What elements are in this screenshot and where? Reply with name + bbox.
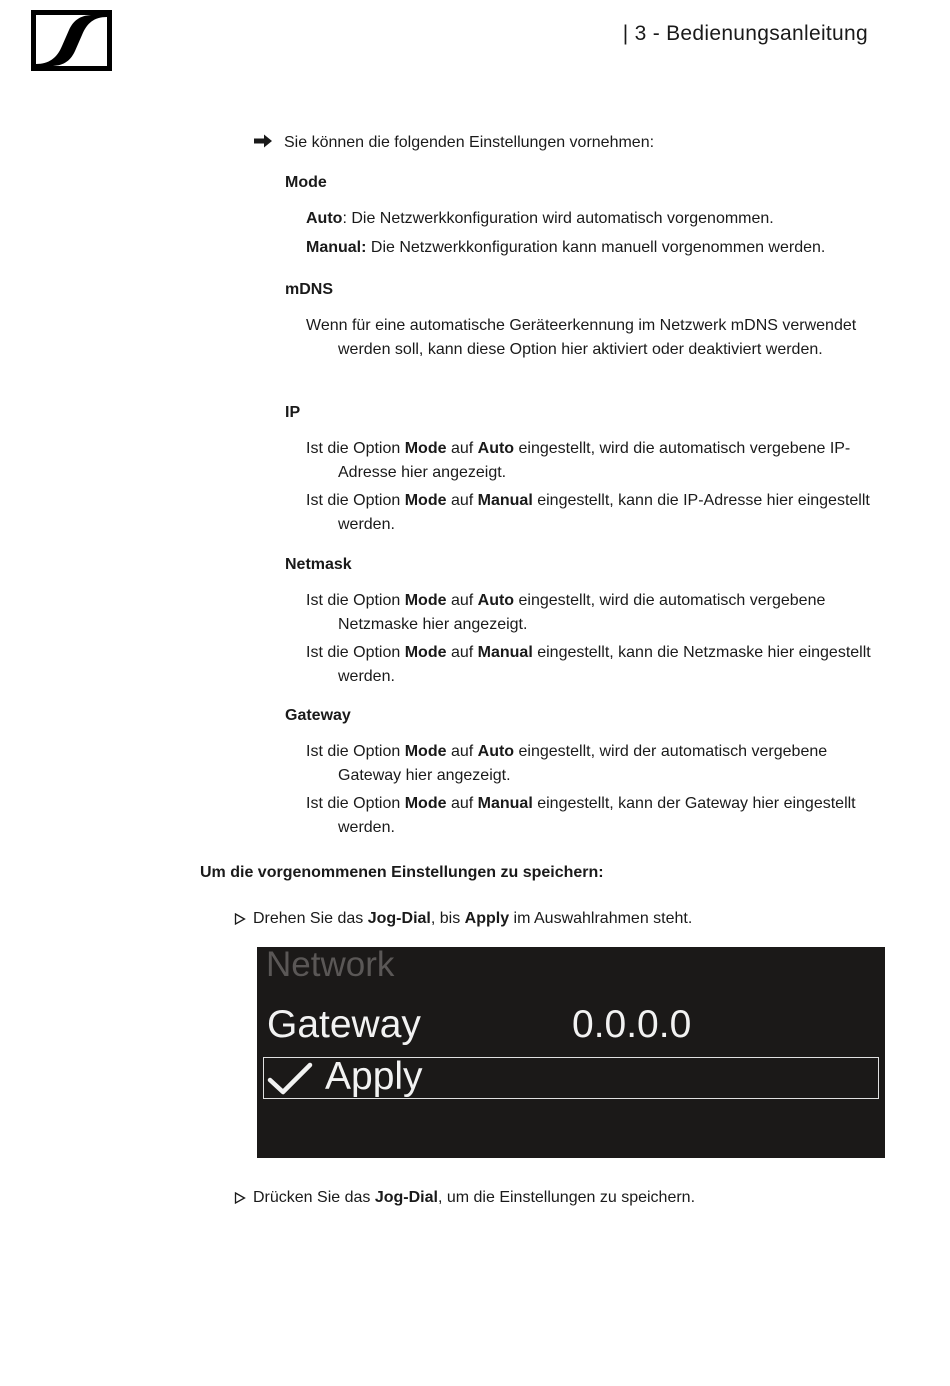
display-apply-label: Apply [325,1055,423,1098]
ip-manual-description: Ist die Option Mode auf Manual eingestellt, kann die IP-Adresse hier eingestellt werden. [306,492,870,533]
mode-manual-term: Manual: [306,239,367,256]
sennheiser-logo-icon [31,10,112,71]
display-gateway-label: Gateway [267,1003,421,1046]
mode-heading: Mode [285,174,327,191]
result-arrow-icon [253,131,273,151]
display-menu-title: Network [266,947,395,984]
gateway-heading: Gateway [285,707,351,724]
mode-auto-text: : Die Netzwerkkonfiguration wird automatisch vorgenommen. [342,210,774,227]
save-step-1: Drehen Sie das Jog-Dial, bis Apply im Auswahlrahmen steht. [253,910,693,927]
triangle-right-icon [234,1192,246,1204]
display-gateway-value: 0.0.0.0 [572,1003,692,1046]
triangle-right-icon [234,913,246,925]
device-display [257,947,885,1158]
netmask-heading: Netmask [285,556,352,573]
mode-manual-text: Die Netzwerkkonfiguration kann manuell vorgenommen werden. [366,239,826,256]
mode-auto-term: Auto [306,210,343,227]
gateway-manual-description: Ist die Option Mode auf Manual eingestellt, kann der Gateway hier eingestellt werden. [306,795,856,836]
ip-heading: IP [285,404,301,421]
gateway-auto-description: Ist die Option Mode auf Auto eingestellt, wird der automatisch vergebene Gateway hier angezeigt. [306,743,828,784]
save-step-2: Drücken Sie das Jog-Dial, um die Einstellungen zu speichern. [253,1189,696,1206]
save-heading: Um die vorgenommenen Einstellungen zu speichern: [200,864,604,881]
page-header-title: | 3 - Bedienungsanleitung [622,22,868,45]
mode-manual-description [306,236,825,260]
mdns-heading: mDNS [285,281,334,298]
netmask-auto-description: Ist die Option Mode auf Auto eingestellt, wird die automatisch vergebene Netzmaske hier angezeigt. [306,592,826,633]
mode-auto-description [306,207,774,231]
ip-auto-description: Ist die Option Mode auf Auto eingestellt, wird die automatisch vergebene IP-Adresse hier angezeigt. [306,440,851,481]
checkmark-icon [267,1061,313,1097]
netmask-manual-description: Ist die Option Mode auf Manual eingestellt, kann die Netzmaske hier eingestellt werden. [306,644,871,685]
mdns-description: Wenn für eine automatische Geräteerkennung im Netzwerk mDNS verwendet werden soll, kann diese Option hier aktiviert oder deaktiviert werden. [306,317,857,358]
intro-text: Sie können die folgenden Einstellungen vornehmen: [284,134,655,151]
